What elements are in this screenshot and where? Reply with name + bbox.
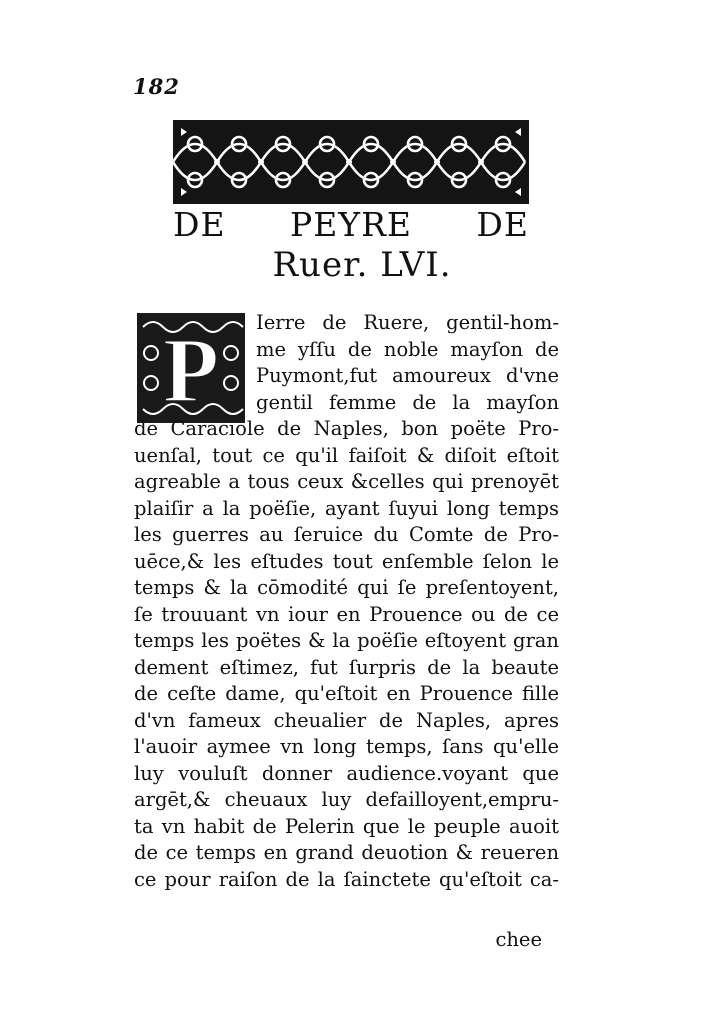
text-line: les guerres au ſeruice du Comte de Pro-	[134, 523, 559, 546]
chapter-title-line-2: Ruer. LVI.	[272, 245, 452, 285]
text-line: de ce temps en grand deuotion & reueren	[134, 841, 559, 864]
text-line: dement eſtimez, fut ſurpris de la beaute	[134, 655, 559, 679]
text-line: gentil femme de la mayſon	[256, 390, 559, 414]
arabesque-headpiece-icon	[173, 120, 529, 204]
text-line: uēce,& les eſtudes tout enſemble ſelon le	[134, 549, 559, 573]
text-line: Ierre de Ruere, gentil-hom-	[256, 311, 559, 334]
chapter-title-line-1	[173, 205, 529, 244]
text-line: agreable a tous ceux &celles qui prenoyēt	[134, 470, 559, 493]
text-line: temps les poëtes & la poëſie eſtoyent gran	[134, 629, 559, 652]
text-line: plaiſir a la poëſie, ayant ſuyui long temps	[134, 496, 559, 520]
text-line: ta vn habit de Pelerin que le peuple auoit	[134, 814, 559, 838]
text-line: temps & la cōmodité qui ſe preſentoyent,	[134, 576, 559, 599]
title-word: DE	[173, 205, 226, 244]
title-word: DE	[476, 205, 529, 244]
title-word: PEYRE	[289, 205, 412, 244]
text-line: luy vouluſt donner audience.voyant que	[134, 761, 559, 785]
text-line: argēt,& cheuaux luy defailloyent,empru-	[134, 788, 559, 811]
text-line: de Caraciole de Naples, bon poëte Pro-	[134, 417, 559, 440]
text-line: l'auoir aymee vn long temps, ſans qu'elle	[134, 735, 559, 758]
text-line: ce pour raiſon de la ſainctete qu'eſtoit ca-	[134, 867, 559, 891]
text-line: de ceſte dame, qu'eſtoit en Prouence fille	[134, 682, 559, 705]
text-line: uenſal, tout ce qu'il faiſoit & diſoit eſtoit	[134, 443, 559, 467]
page-number: 182	[133, 74, 180, 99]
text-line: Puymont,fut amoureux d'vne	[256, 364, 559, 387]
body-text	[134, 310, 559, 893]
dropcap-letter: P	[162, 319, 220, 421]
text-line: ſe trouuant vn iour en Prouence ou de ce	[134, 602, 559, 626]
text-line: d'vn fameux cheualier de Naples, apres	[134, 708, 559, 732]
catchword: chee	[495, 928, 542, 951]
text-line: me yſſu de noble mayſon de	[256, 337, 559, 361]
